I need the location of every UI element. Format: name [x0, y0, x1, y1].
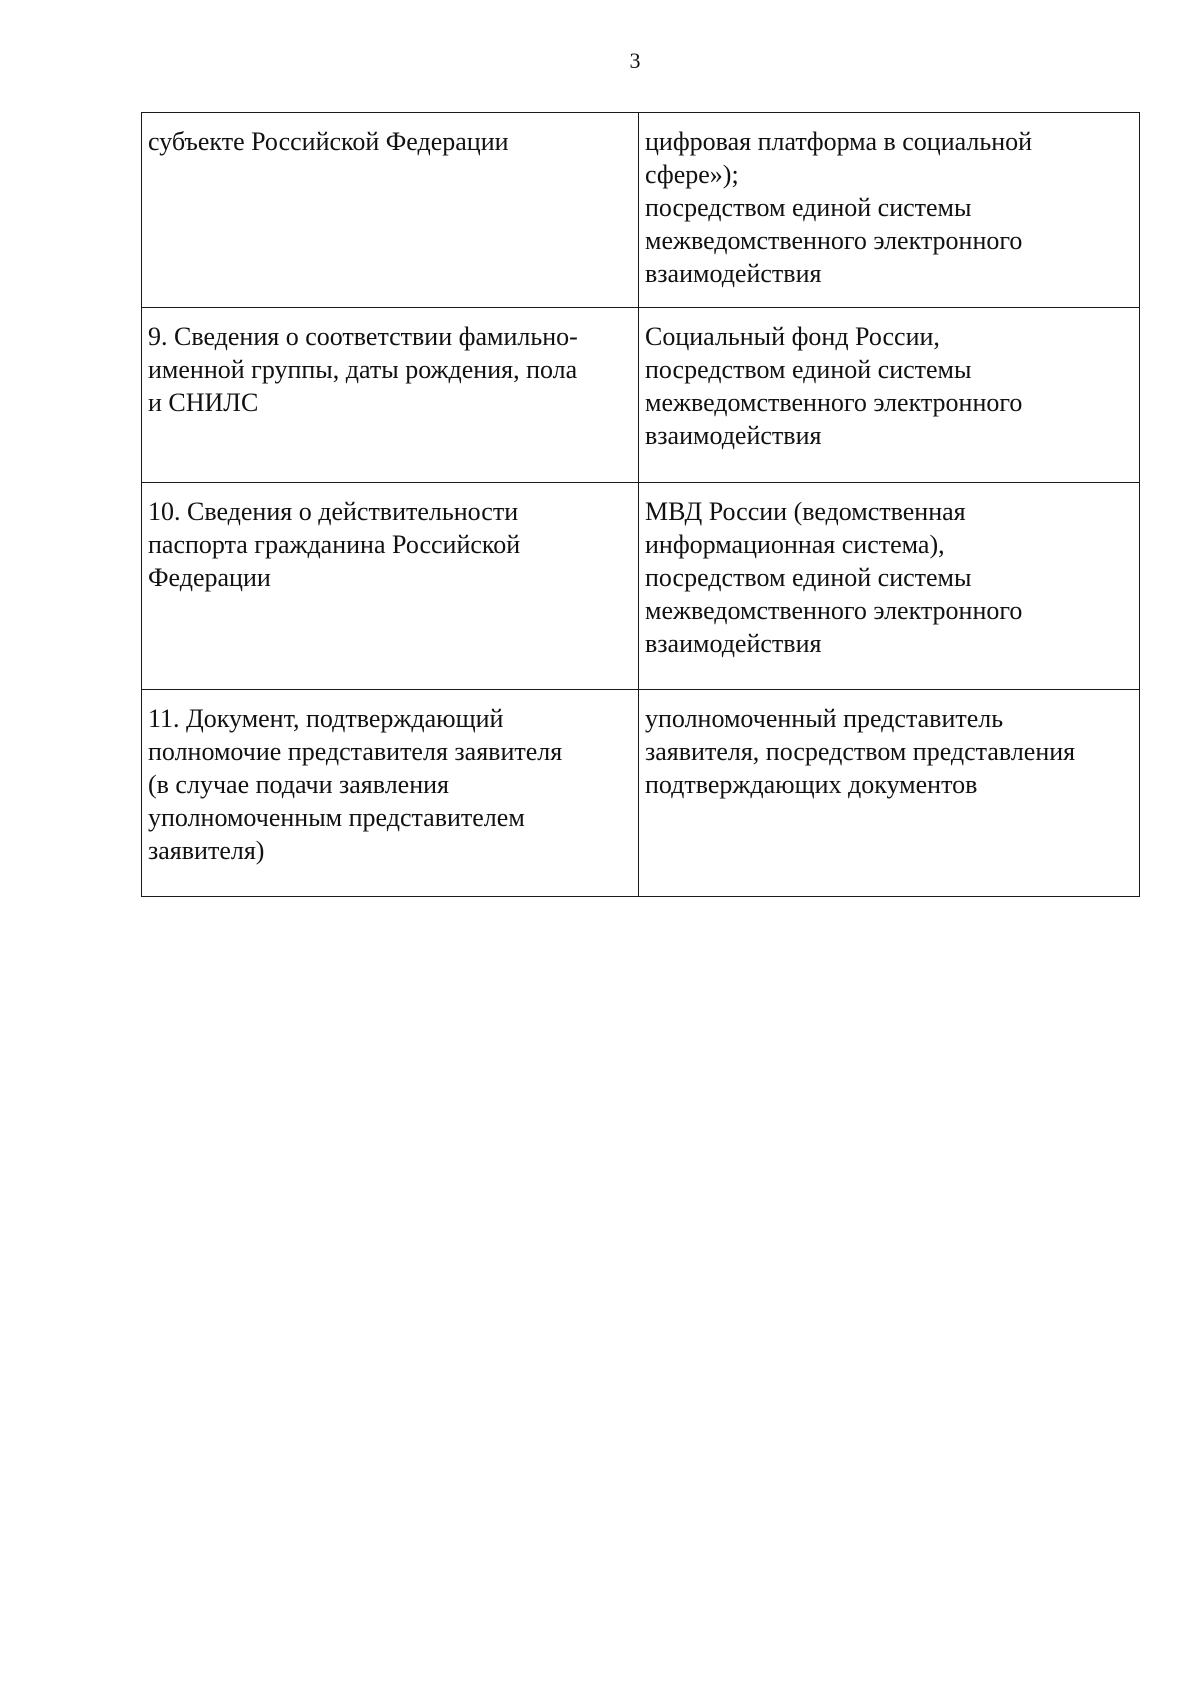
table-row	[142, 308, 1140, 483]
table-cell-source: уполномоченный представитель заявителя, посредством представления подтверждающих документов	[639, 690, 1140, 897]
page-number: 3	[629, 48, 641, 73]
table-row	[142, 483, 1140, 690]
table-cell-document: 11. Документ, подтверждающий полномочие представителя заявителя (в случае подачи заявления уполномоченным представителем заявителя)	[142, 690, 639, 897]
table-cell-document: 9. Сведения о соответствии фамильно- именной группы, даты рождения, пола и СНИЛС	[142, 308, 639, 483]
table-row	[142, 113, 1140, 308]
table-cell-document: 10. Сведения о действительности паспорта гражданина Российской Федерации	[142, 483, 639, 690]
table-cell-document: субъекте Российской Федерации	[142, 113, 639, 308]
table-cell-source: цифровая платформа в социальной сфере»); посредством единой системы межведомственного электронного взаимодействия	[639, 113, 1140, 308]
table-row	[142, 690, 1140, 897]
table-cell-source: Социальный фонд России, посредством единой системы межведомственного электронного взаимодействия	[639, 308, 1140, 483]
document-table	[141, 112, 1140, 897]
table-cell-source: МВД России (ведомственная информационная система), посредством единой системы межведомственного электронного взаимодействия	[639, 483, 1140, 690]
